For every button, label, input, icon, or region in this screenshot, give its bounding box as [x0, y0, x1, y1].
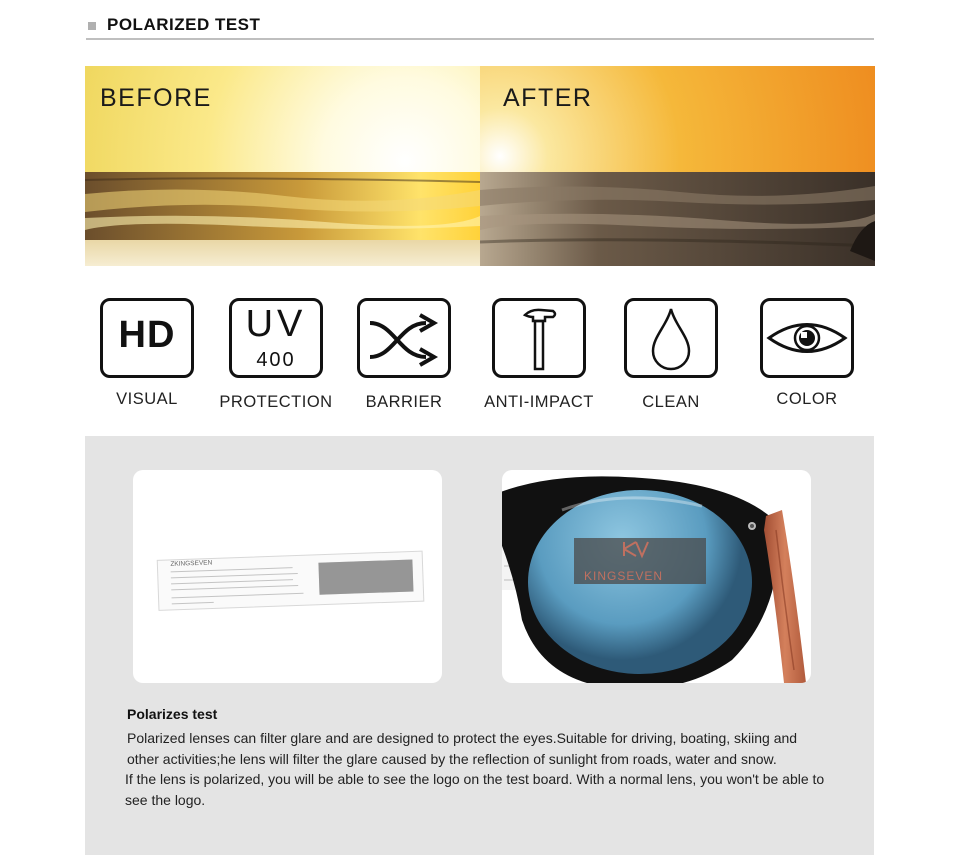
uv-icon-text: UV	[245, 303, 307, 345]
lens-logo-text: KINGSEVEN	[584, 569, 664, 583]
after-image	[480, 66, 875, 266]
section-header	[86, 14, 874, 40]
feature-clean	[601, 296, 741, 416]
hd-icon	[100, 298, 194, 378]
description-paragraph-2: If the lens is polarized, you will be able to see the logo on the test board. With a normal lens, you won't be able to see the logo.	[125, 771, 825, 808]
feature-visual	[77, 296, 217, 416]
feature-barrier	[334, 296, 474, 416]
feature-label-anti-impact: ANTI-IMPACT	[484, 393, 594, 411]
feature-color	[737, 296, 877, 416]
feature-list	[0, 296, 960, 416]
before-label: BEFORE	[100, 84, 212, 112]
polarized-lens-photo	[502, 470, 811, 683]
feature-label-color: COLOR	[776, 390, 838, 408]
before-after-comparison	[85, 66, 875, 266]
description-paragraph-1: Polarized lenses can filter glare and are designed to protect the eyes.Suitable for driving, boating, skiing and other activities;he lens will filter the glare caused by the reflection of sunlight from roads, water and snow.	[127, 730, 798, 767]
header-bullet-icon	[88, 22, 96, 30]
feature-anti-impact	[469, 296, 609, 416]
feature-protection	[206, 296, 346, 416]
feature-label-clean: CLEAN	[642, 393, 700, 411]
description-title: Polarizes test	[127, 706, 218, 722]
feature-label-visual: VISUAL	[116, 390, 178, 408]
water-drop-icon	[624, 298, 718, 378]
polarization-test-panel	[85, 436, 874, 855]
feature-label-barrier: BARRIER	[365, 393, 443, 411]
polarizes-test-description	[125, 706, 825, 810]
hammer-icon	[492, 298, 586, 378]
test-card-brand: ZKINGSEVEN	[170, 559, 213, 568]
uv-icon-subtext: 400	[256, 349, 296, 371]
hd-icon-text: HD	[118, 314, 176, 356]
after-label: AFTER	[503, 84, 593, 112]
test-card-photo	[133, 470, 442, 683]
before-image	[85, 66, 480, 266]
shuffle-arrows-icon	[357, 298, 451, 378]
feature-label-protection: PROTECTION	[219, 393, 333, 411]
section-title: POLARIZED TEST	[107, 15, 261, 34]
uv400-icon	[229, 298, 323, 378]
eye-icon	[760, 298, 854, 378]
